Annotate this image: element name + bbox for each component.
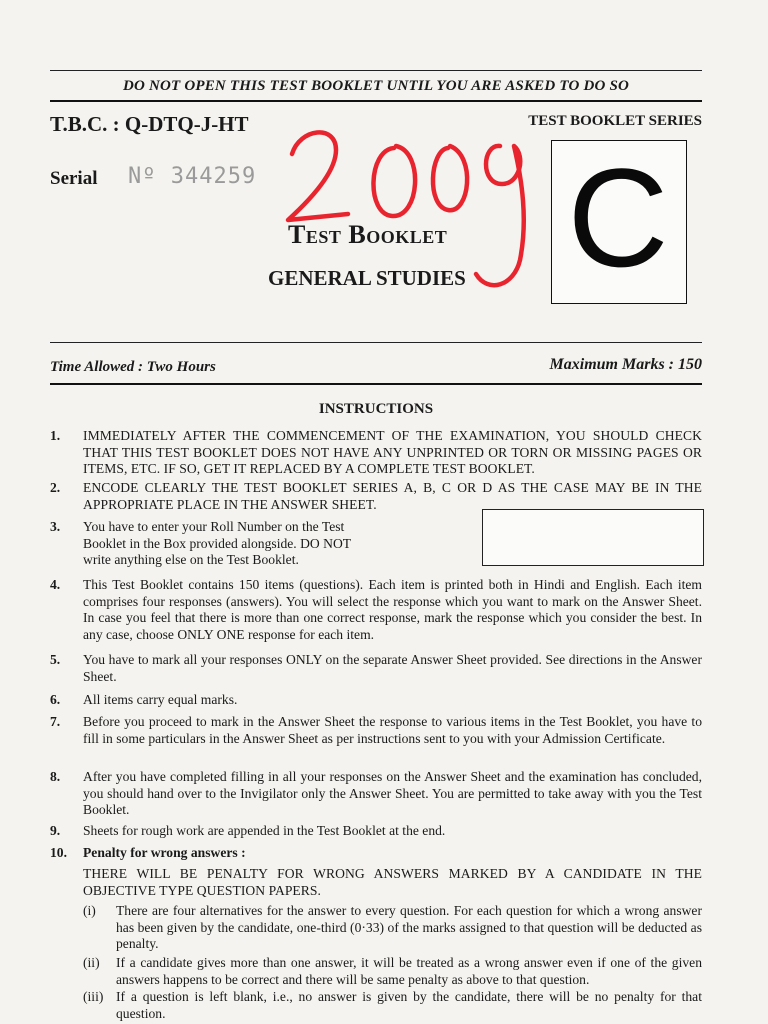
subject-title: GENERAL STUDIES: [268, 266, 466, 290]
instruction-text: After you have completed filling in all your responses on the Answer Sheet and the examination has concluded, you should hand over to the Invigilator only the Answer Sheet. You are permitted to take away with you the Test Booklet.: [83, 769, 702, 818]
meta-bottom-rule: [50, 383, 702, 385]
instruction-number: 8.: [50, 769, 61, 784]
instruction-number: 9.: [50, 823, 61, 838]
top-rule: [50, 70, 702, 71]
instruction-number: 3.: [50, 519, 61, 534]
meta-top-rule: [50, 342, 702, 343]
instruction-number: 1.: [50, 428, 61, 443]
instruction-number: 6.: [50, 692, 61, 707]
serial-number: Nº 344259: [128, 164, 257, 189]
instruction-text: You have to enter your Roll Number on the Test Booklet in the Box provided alongside. DO NOT write anything else on the Test Booklet.: [83, 519, 351, 568]
time-allowed: Time Allowed : Two Hours: [50, 359, 216, 375]
instruction-number: 5.: [50, 652, 61, 667]
instructions-heading: INSTRUCTIONS: [318, 401, 434, 417]
instruction-number: 2.: [50, 480, 61, 495]
banner-rule: [50, 100, 702, 102]
penalty-point-number: (i): [83, 903, 96, 918]
series-letter: C: [567, 139, 669, 296]
instruction-text: Before you proceed to mark in the Answer Sheet the response to various items in the Test Booklet, you have to fill in some particulars in the Answer Sheet as per instructions sent to you with your Admission Certificate.: [83, 714, 702, 746]
penalty-point-text: There are four alternatives for the answer to every question. For each question for which a wrong answer has been given by the candidate, one-third (0·33) of the marks assigned to that question will be deducted as penalty.: [116, 903, 702, 952]
maximum-marks: Maximum Marks : 150: [549, 356, 702, 373]
instruction-text: IMMEDIATELY AFTER THE COMMENCEMENT OF THE EXAMINATION, YOU SHOULD CHECK THAT THIS TEST BOOKLET DOES NOT HAVE ANY UNPRINTED OR TORN OR MISSING PAGES OR ITEMS, ETC. IF SO, GET IT REPLACED BY A COMPLETE TEST BOOKLET.: [83, 428, 702, 477]
penalty-point-number: (ii): [83, 955, 100, 970]
instruction-number: 10.: [50, 845, 67, 860]
instruction-number: 4.: [50, 577, 61, 592]
instruction-text: Sheets for rough work are appended in the Test Booklet at the end.: [83, 823, 446, 838]
warning-banner: DO NOT OPEN THIS TEST BOOKLET UNTIL YOU ARE ASKED TO DO SO: [122, 78, 630, 94]
penalty-point-number: (iii): [83, 989, 104, 1004]
tbc-code: T.B.C. : Q-DTQ-J-HT: [50, 112, 249, 136]
penalty-point-text: If a question is left blank, i.e., no answer is given by the candidate, there will be no penalty for that question.: [116, 989, 702, 1021]
penalty-point-text: If a candidate gives more than one answer, it will be treated as a wrong answer even if one of the given answers happens to be correct and there will be same penalty as above to that question.: [116, 955, 702, 987]
booklet-title: Test Booklet: [288, 220, 448, 249]
instruction-text: Penalty for wrong answers :: [83, 845, 246, 860]
instruction-text: This Test Booklet contains 150 items (questions). Each item is printed both in Hindi and English. Each item comprises four responses (answers). You will select the response which you want to mark on the Answer Sheet. In case you feel that there is more than one correct response, mark the response which you consider the best. In any case, choose ONLY ONE response for each item.: [83, 577, 702, 642]
serial-label: Serial: [50, 168, 98, 189]
instruction-text: All items carry equal marks.: [83, 692, 238, 707]
instruction-text: ENCODE CLEARLY THE TEST BOOKLET SERIES A, B, C OR D AS THE CASE MAY BE IN THE APPROPRIATE PLACE IN THE ANSWER SHEET.: [83, 480, 702, 512]
roll-number-box[interactable]: [482, 509, 704, 566]
penalty-intro-text: THERE WILL BE PENALTY FOR WRONG ANSWERS MARKED BY A CANDIDATE IN THE OBJECTIVE TYPE QUESTION PAPERS.: [83, 866, 702, 898]
instruction-text: You have to mark all your responses ONLY on the separate Answer Sheet provided. See directions in the Answer Sheet.: [83, 652, 702, 684]
series-label: TEST BOOKLET SERIES: [528, 113, 702, 129]
instruction-number: 7.: [50, 714, 61, 729]
